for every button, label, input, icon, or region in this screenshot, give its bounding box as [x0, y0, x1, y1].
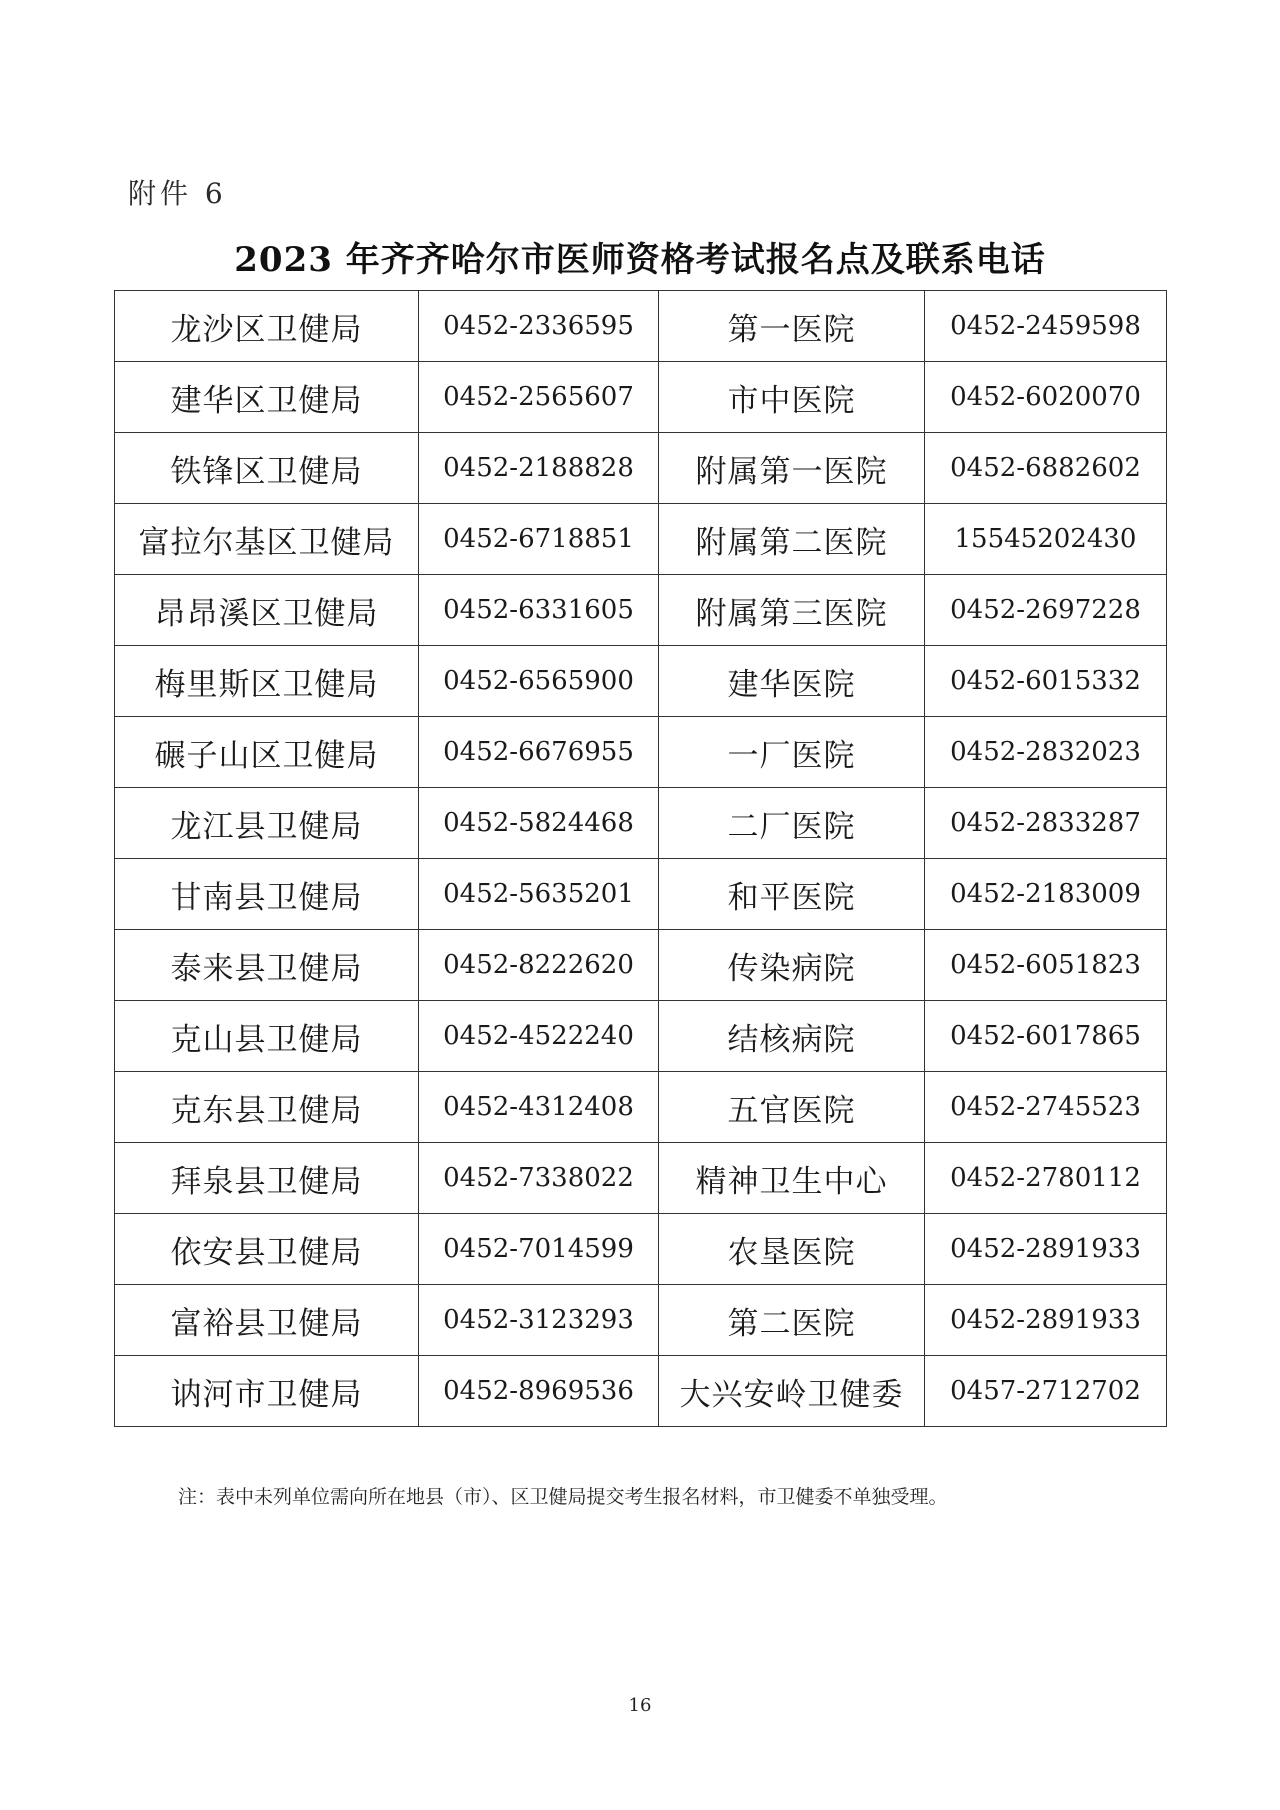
- left-unit-name: 铁锋区卫健局: [115, 433, 419, 504]
- right-unit-phone: 0452-2697228: [925, 575, 1167, 646]
- right-unit-name: 传染病院: [659, 930, 925, 1001]
- right-unit-name: 第一医院: [659, 291, 925, 362]
- right-unit-name: 市中医院: [659, 362, 925, 433]
- left-unit-phone: 0452-6718851: [419, 504, 659, 575]
- table-row: [115, 930, 1167, 1001]
- right-unit-phone: 0452-2183009: [925, 859, 1167, 930]
- right-unit-name: 农垦医院: [659, 1214, 925, 1285]
- table-row: [115, 1214, 1167, 1285]
- table-body: [115, 291, 1167, 1427]
- left-unit-name: 克东县卫健局: [115, 1072, 419, 1143]
- right-unit-name: 建华医院: [659, 646, 925, 717]
- left-unit-phone: 0452-4312408: [419, 1072, 659, 1143]
- right-unit-phone: 0452-2780112: [925, 1143, 1167, 1214]
- right-unit-name: 附属第二医院: [659, 504, 925, 575]
- left-unit-name: 克山县卫健局: [115, 1001, 419, 1072]
- left-unit-phone: 0452-6565900: [419, 646, 659, 717]
- table-row: [115, 1356, 1167, 1427]
- right-unit-phone: 0452-6015332: [925, 646, 1167, 717]
- left-unit-name: 甘南县卫健局: [115, 859, 419, 930]
- right-unit-name: 一厂医院: [659, 717, 925, 788]
- right-unit-name: 附属第三医院: [659, 575, 925, 646]
- left-unit-phone: 0452-4522240: [419, 1001, 659, 1072]
- left-unit-phone: 0452-2336595: [419, 291, 659, 362]
- left-unit-name: 依安县卫健局: [115, 1214, 419, 1285]
- table-row: [115, 646, 1167, 717]
- left-unit-phone: 0452-5824468: [419, 788, 659, 859]
- right-unit-name: 结核病院: [659, 1001, 925, 1072]
- table-row: [115, 291, 1167, 362]
- right-unit-name: 第二医院: [659, 1285, 925, 1356]
- right-unit-phone: 0452-2891933: [925, 1214, 1167, 1285]
- left-unit-phone: 0452-3123293: [419, 1285, 659, 1356]
- right-unit-phone: 0452-2459598: [925, 291, 1167, 362]
- left-unit-phone: 0452-5635201: [419, 859, 659, 930]
- left-unit-name: 龙沙区卫健局: [115, 291, 419, 362]
- left-unit-name: 昂昂溪区卫健局: [115, 575, 419, 646]
- left-unit-name: 梅里斯区卫健局: [115, 646, 419, 717]
- table-row: [115, 788, 1167, 859]
- table-row: [115, 433, 1167, 504]
- right-unit-name: 二厂医院: [659, 788, 925, 859]
- right-unit-phone: 0452-2745523: [925, 1072, 1167, 1143]
- left-unit-name: 拜泉县卫健局: [115, 1143, 419, 1214]
- right-unit-name: 附属第一医院: [659, 433, 925, 504]
- left-unit-name: 建华区卫健局: [115, 362, 419, 433]
- right-unit-name: 五官医院: [659, 1072, 925, 1143]
- right-unit-phone: 0452-6882602: [925, 433, 1167, 504]
- page-number: 16: [628, 1695, 652, 1716]
- contact-table: [114, 290, 1167, 1427]
- left-unit-name: 富裕县卫健局: [115, 1285, 419, 1356]
- right-unit-phone: 0452-6051823: [925, 930, 1167, 1001]
- right-unit-phone: 15545202430: [925, 504, 1167, 575]
- left-unit-name: 讷河市卫健局: [115, 1356, 419, 1427]
- right-unit-phone: 0452-2891933: [925, 1285, 1167, 1356]
- right-unit-name: 精神卫生中心: [659, 1143, 925, 1214]
- attachment-label: 附件 6: [128, 177, 227, 210]
- table-row: [115, 859, 1167, 930]
- table-row: [115, 362, 1167, 433]
- footnote: 注：表中未列单位需向所在地县（市）、区卫健局提交考生报名材料，市卫健委不单独受理。: [178, 1486, 948, 1508]
- right-unit-phone: 0452-2832023: [925, 717, 1167, 788]
- page-title: 2023 年齐齐哈尔市医师资格考试报名点及联系电话: [234, 240, 1046, 280]
- left-unit-name: 泰来县卫健局: [115, 930, 419, 1001]
- right-unit-name: 大兴安岭卫健委: [659, 1356, 925, 1427]
- table-row: [115, 575, 1167, 646]
- left-unit-phone: 0452-8222620: [419, 930, 659, 1001]
- right-unit-phone: 0452-6020070: [925, 362, 1167, 433]
- left-unit-phone: 0452-2188828: [419, 433, 659, 504]
- right-unit-phone: 0452-2833287: [925, 788, 1167, 859]
- left-unit-name: 富拉尔基区卫健局: [115, 504, 419, 575]
- left-unit-phone: 0452-8969536: [419, 1356, 659, 1427]
- left-unit-phone: 0452-6331605: [419, 575, 659, 646]
- table-row: [115, 717, 1167, 788]
- right-unit-phone: 0452-6017865: [925, 1001, 1167, 1072]
- table-row: [115, 1072, 1167, 1143]
- table-row: [115, 1001, 1167, 1072]
- left-unit-name: 碾子山区卫健局: [115, 717, 419, 788]
- table-row: [115, 1285, 1167, 1356]
- right-unit-phone: 0457-2712702: [925, 1356, 1167, 1427]
- left-unit-phone: 0452-7338022: [419, 1143, 659, 1214]
- left-unit-phone: 0452-7014599: [419, 1214, 659, 1285]
- left-unit-name: 龙江县卫健局: [115, 788, 419, 859]
- left-unit-phone: 0452-2565607: [419, 362, 659, 433]
- right-unit-name: 和平医院: [659, 859, 925, 930]
- table-row: [115, 504, 1167, 575]
- table-row: [115, 1143, 1167, 1214]
- left-unit-phone: 0452-6676955: [419, 717, 659, 788]
